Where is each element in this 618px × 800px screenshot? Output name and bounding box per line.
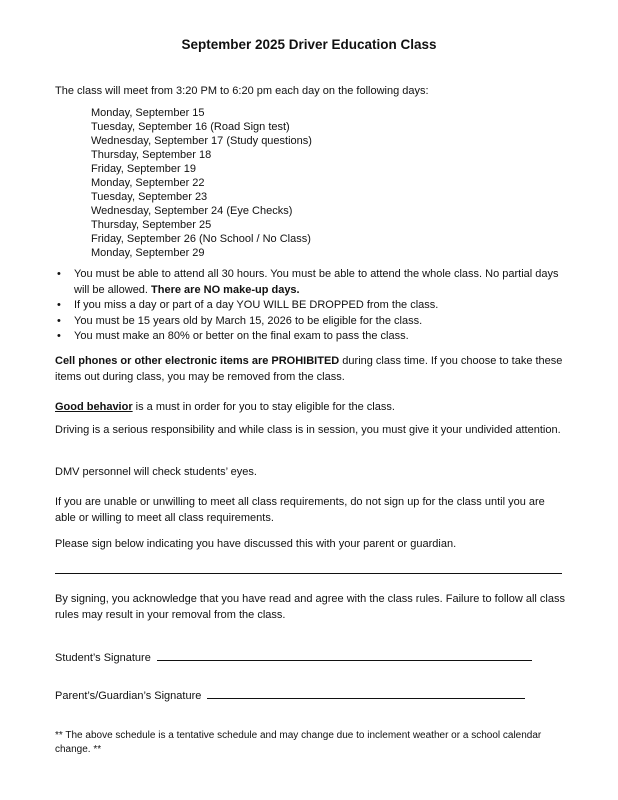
rules-list bbox=[55, 267, 570, 345]
schedule-item: Monday, September 22 bbox=[91, 177, 205, 189]
acknowledge-paragraph: By signing, you acknowledge that you have read and agree with the class rules. Failure to follow all class rules may result in your removal from the class. bbox=[55, 593, 565, 621]
rule-item: • You must make an 80% or better on the final exam to pass the class. bbox=[55, 329, 570, 345]
driving-paragraph: Driving is a serious responsibility and while class is in session, you must give it your undivided attention. bbox=[55, 424, 561, 436]
student-signature-field[interactable] bbox=[157, 649, 532, 661]
parent-signature-label: Parent’s/Guardian’s Signature bbox=[55, 690, 202, 702]
behavior-text: is a must in order for you to stay eligible for the class. bbox=[132, 401, 395, 413]
rule-item bbox=[55, 267, 570, 298]
schedule-item: Thursday, September 18 bbox=[91, 149, 212, 161]
schedule-item: Monday, September 29 bbox=[91, 247, 205, 259]
rule-text: You must be able to attend all 30 hours. You must be able to attend the whole class. No partial days will be allowed. bbox=[74, 268, 559, 296]
student-signature-label: Student’s Signature bbox=[55, 652, 151, 664]
schedule-item: Monday, September 15 bbox=[91, 107, 205, 119]
requirements-paragraph: If you are unable or unwilling to meet all class requirements, do not sign up for the class until you are able or willing to meet all class requirements. bbox=[55, 496, 545, 524]
schedule-item: Friday, September 19 bbox=[91, 163, 196, 175]
parent-signature-field[interactable] bbox=[207, 687, 525, 699]
phones-text: during class time. If you choose to take these items out during class, you may be removed from the class. bbox=[55, 355, 563, 383]
phones-paragraph bbox=[55, 354, 568, 385]
rule-emphasis: There are NO make-up days. bbox=[151, 283, 300, 296]
parent-signature-row bbox=[55, 687, 568, 705]
schedule-item: Friday, September 26 (No School / No Class) bbox=[91, 233, 311, 245]
schedule-item: Tuesday, September 23 bbox=[91, 191, 208, 203]
schedule-item: Wednesday, September 24 (Eye Checks) bbox=[91, 205, 293, 217]
behavior-emphasis: Good behavior bbox=[55, 401, 133, 413]
rule-item: • You must be 15 years old by March 15, 2026 to be eligible for the class. bbox=[55, 314, 570, 330]
phones-emphasis: Cell phones or other electronic items are PROHIBITED bbox=[55, 355, 340, 367]
schedule-item: Thursday, September 25 bbox=[91, 219, 212, 231]
behavior-paragraph bbox=[55, 400, 568, 416]
intro-text: The class will meet from 3:20 PM to 6:20 pm each day on the following days: bbox=[55, 85, 429, 97]
document-title: September 2025 Driver Education Class bbox=[181, 37, 437, 52]
rule-item: • If you miss a day or part of a day YOU WILL BE DROPPED from the class. bbox=[55, 298, 570, 314]
footnote: ** The above schedule is a tentative schedule and may change due to inclement weather or a school calendar change. ** bbox=[55, 730, 542, 755]
schedule-item: Wednesday, September 17 (Study questions) bbox=[91, 135, 312, 147]
please-sign-paragraph: Please sign below indicating you have discussed this with your parent or guardian. bbox=[55, 538, 457, 550]
divider-line bbox=[55, 573, 562, 574]
dmv-paragraph: DMV personnel will check students’ eyes. bbox=[55, 466, 257, 478]
schedule-item: Tuesday, September 16 (Road Sign test) bbox=[91, 121, 290, 133]
student-signature-row bbox=[55, 649, 568, 667]
schedule-list bbox=[91, 106, 312, 260]
